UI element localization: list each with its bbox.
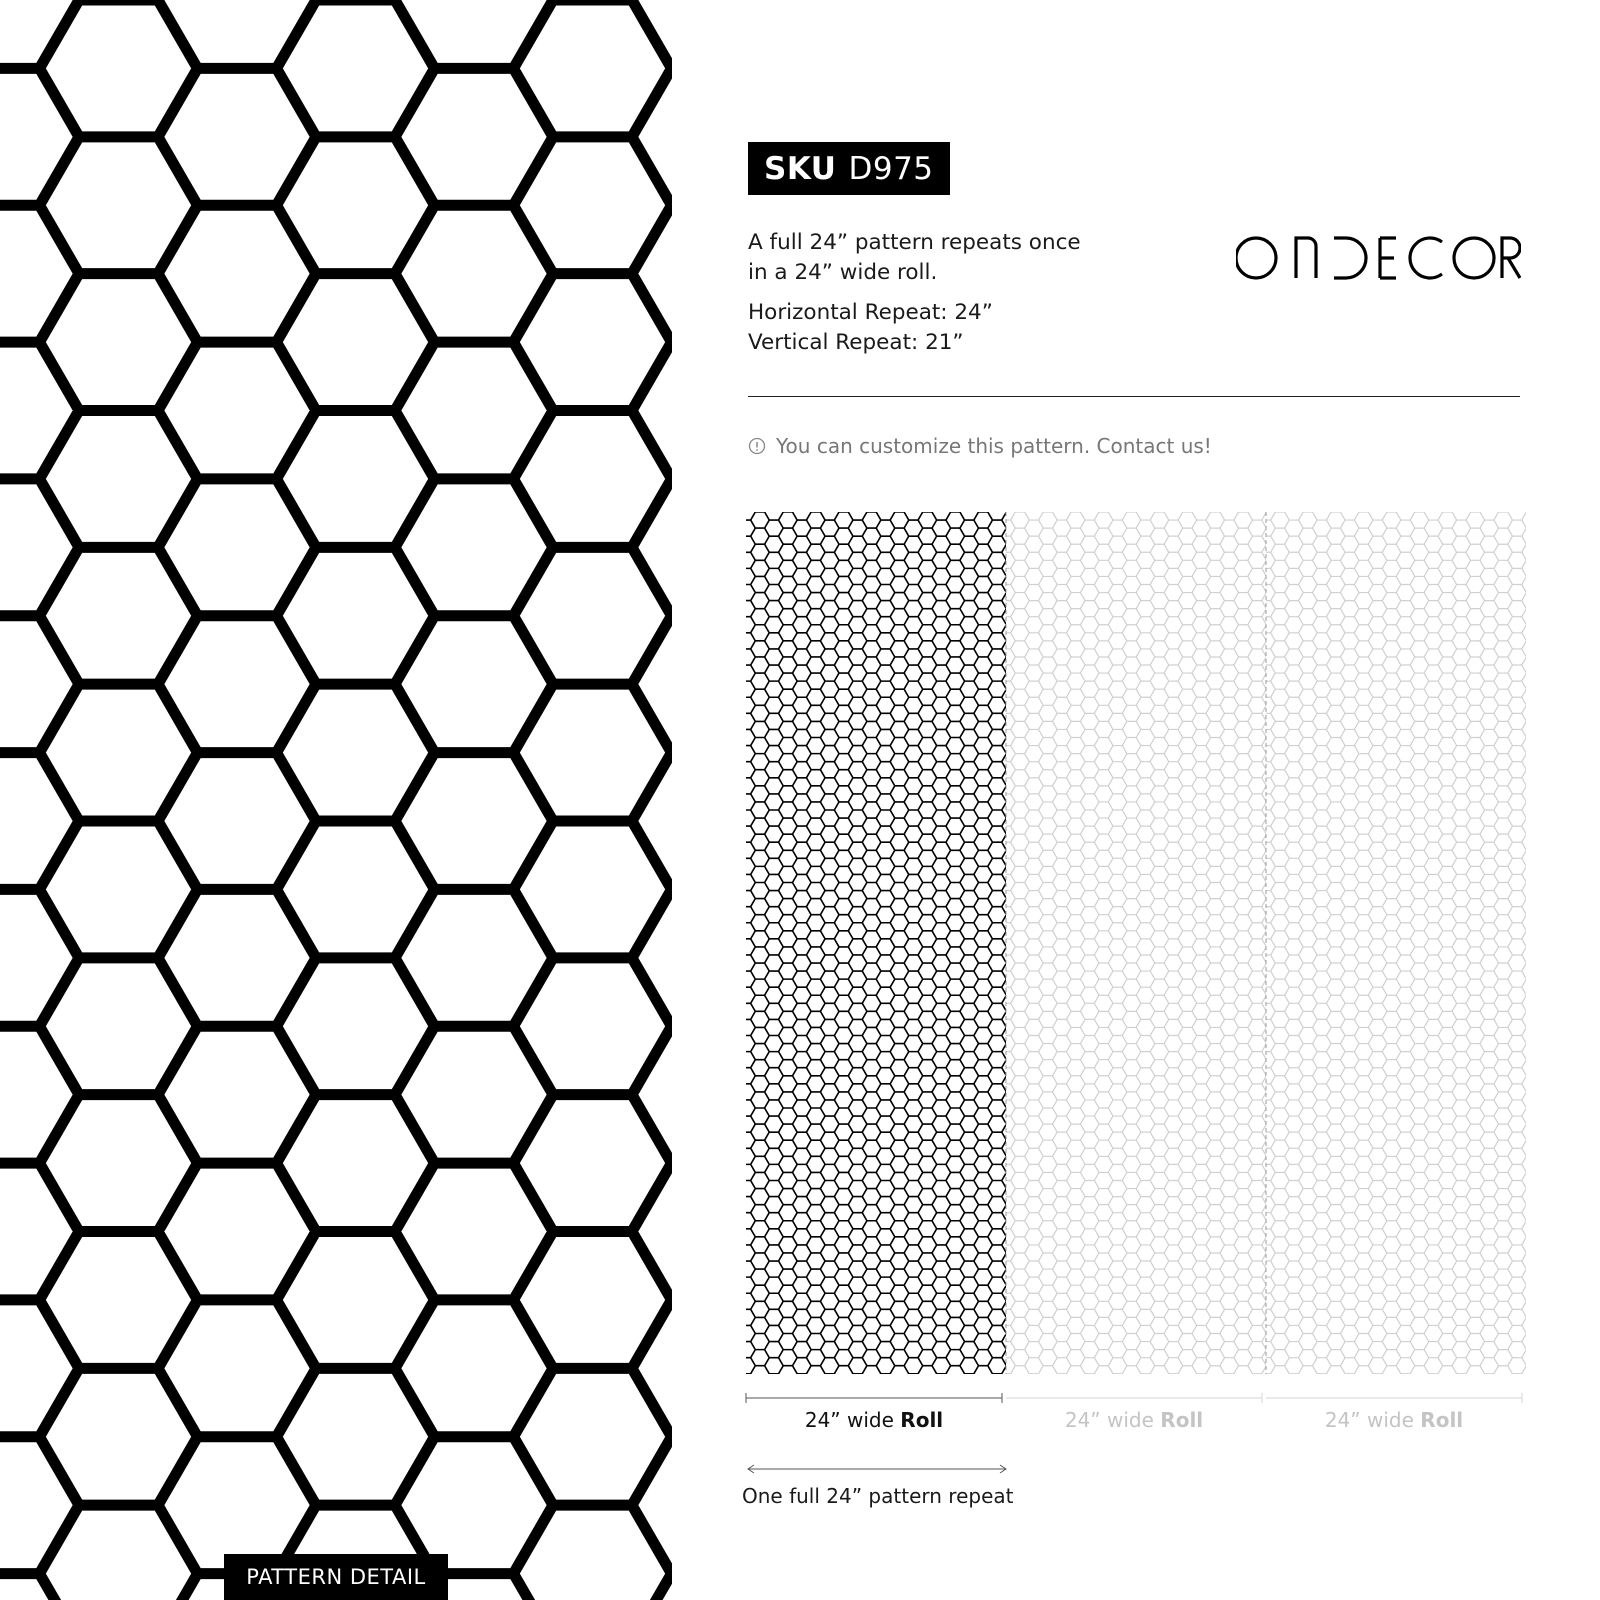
sku-label: SKU — [764, 150, 837, 187]
honeycomb-roll-2 — [983, 512, 1281, 1374]
pattern-detail-label: PATTERN DETAIL — [224, 1554, 448, 1600]
honeycomb-roll-3 — [1243, 512, 1526, 1374]
brand-logo — [1236, 234, 1521, 282]
sku-code: D975 — [848, 150, 934, 187]
roll-label-2: 24” wide Roll — [1064, 1408, 1204, 1432]
pattern-detail-image — [0, 0, 672, 1600]
roll-preview — [746, 512, 1526, 1374]
customize-note-text: You can customize this pattern. Contact us! — [776, 434, 1212, 458]
divider — [748, 396, 1520, 397]
honeycomb-detail — [0, 0, 672, 1600]
roll-width-measure-2 — [1004, 1390, 1264, 1406]
info-icon — [748, 437, 766, 455]
roll-width-measure-1 — [744, 1390, 1004, 1406]
description-line-2: in a 24” wide roll. — [748, 260, 938, 285]
roll-label-1: 24” wide Roll — [804, 1408, 944, 1432]
roll-width-measure-3 — [1264, 1390, 1524, 1406]
pattern-repeat-label: One full 24” pattern repeat — [742, 1484, 1014, 1508]
vertical-repeat: Vertical Repeat: 21” — [748, 330, 964, 355]
honeycomb-roll-1 — [746, 512, 1020, 1374]
horizontal-repeat: Horizontal Repeat: 24” — [748, 300, 993, 325]
customize-note — [748, 434, 1212, 458]
description-line-1: A full 24” pattern repeats once — [748, 230, 1081, 255]
roll-label-3: 24” wide Roll — [1324, 1408, 1464, 1432]
pattern-description — [748, 228, 1081, 358]
pattern-repeat-arrow — [746, 1462, 1008, 1476]
sku-badge — [748, 142, 950, 195]
